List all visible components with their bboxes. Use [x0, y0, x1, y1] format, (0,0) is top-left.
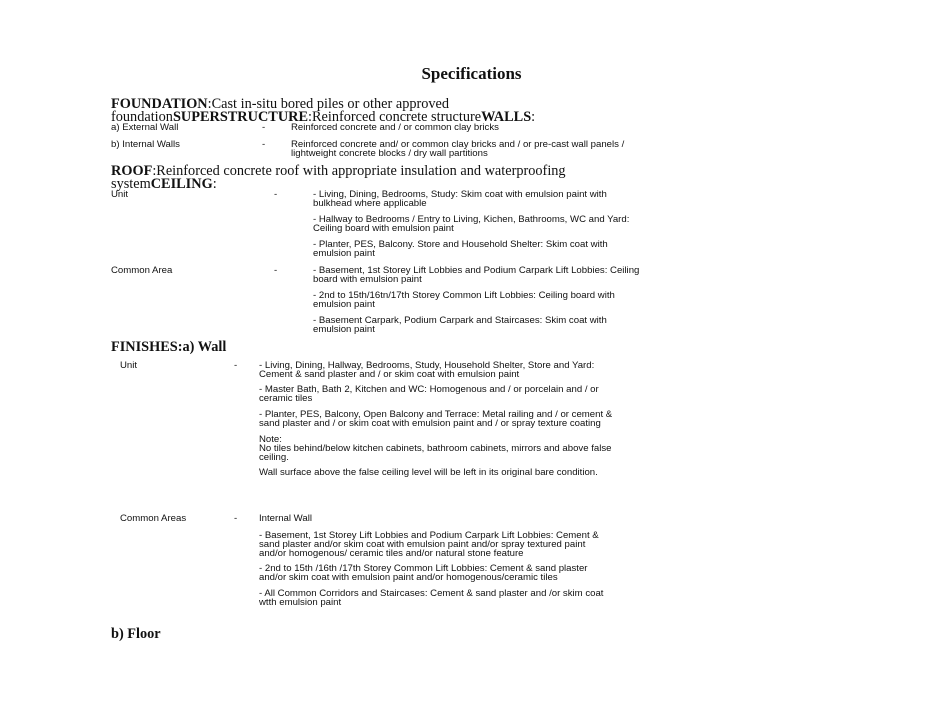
finishes-unit-item: - Master Bath, Bath 2, Kitchen and WC: Homogenous and / or porcelain and / or ceramic tiles [259, 384, 599, 404]
external-wall-dash: - [262, 122, 266, 133]
note-text: No tiles behind/below kitchen cabinets, bathroom cabinets, mirrors and above false [259, 443, 612, 454]
ceiling-unit-dash: - [274, 189, 278, 200]
ceiling-unit-label: Unit [111, 189, 129, 200]
foundation-text-cont: foundation [111, 108, 173, 125]
foundation-section [111, 98, 871, 123]
ceiling-common-dash: - [274, 265, 278, 276]
ceiling-unit-item: - Living, Dining, Bedrooms, Study: Skim coat with emulsion paint with bulkhead where applicable [313, 189, 607, 209]
internal-wall-dash: - [262, 139, 266, 150]
note-label: Note: [259, 434, 282, 445]
floor-heading: b) Floor [111, 626, 161, 642]
finishes-unit-item: - Living, Dining, Hallway, Bedrooms, Study, Household Shelter, Store and Yard: Cement & sand plaster and / or skim coat with emulsion paint [259, 360, 595, 380]
ceiling-common-label: Common Area [111, 265, 173, 276]
walls-heading: WALLS [481, 108, 532, 125]
finishes-common-item: - 2nd to 15th /16th /17th Storey Common Lift Lobbies: Cement & sand plaster and/or skim coat with emulsion paint and/or homogenous/ceramic tiles [259, 563, 588, 583]
finishes-common-label: Common Areas [120, 513, 187, 524]
internal-wall-line: lightweight concrete blocks / dry wall partitions [291, 148, 488, 159]
ceiling-unit-item: - Hallway to Bedrooms / Entry to Living, Kichen, Bathrooms, WC and Yard: Ceiling board with emulsion paint [313, 214, 630, 234]
superstructure-heading: SUPERSTRUCTURE [172, 108, 309, 125]
superstructure-text: :Reinforced concrete structure [308, 108, 482, 125]
walls-colon: : [531, 108, 536, 125]
ceiling-colon: : [212, 175, 217, 192]
roof-heading: ROOF [111, 163, 153, 179]
page-title: Specifications [421, 64, 522, 83]
finishes-common-item: - All Common Corridors and Staircases: Cement & sand plaster and /or skim coat wtth emulsion paint [259, 588, 604, 608]
internal-wall-label: b) Internal Walls [111, 139, 180, 150]
ceiling-common-item: - Basement, 1st Storey Lift Lobbies and Podium Carpark Lift Lobbies: Ceiling board with emulsion paint [313, 265, 640, 285]
finishes-heading: FINISHES:a) Wall [111, 339, 227, 355]
note-text: ceiling. [259, 452, 289, 463]
roof-text: :Reinforced concrete roof with appropriate insulation and waterproofing [152, 163, 566, 179]
finishes-unit-label: Unit [120, 360, 138, 371]
internal-wall-line: Reinforced concrete and/ or common clay bricks and / or pre-cast wall panels / [291, 139, 625, 150]
external-wall-label: a) External Wall [111, 122, 179, 133]
finishes-note [259, 435, 759, 462]
foundation-text: :Cast in-situ bored piles or other approved [207, 96, 450, 112]
finishes-unit-item: - Planter, PES, Balcony, Open Balcony and Terrace: Metal railing and / or cement & sand plaster and / or skim coat with emulsion paint and / or spray texture coating [259, 409, 613, 429]
foundation-heading: FOUNDATION [111, 96, 208, 112]
external-wall-text: Reinforced concrete and / or common clay bricks [291, 122, 499, 133]
roof-text-cont: system [111, 175, 151, 192]
ceiling-unit-item: - Planter, PES, Balcony. Store and Household Shelter: Skim coat with emulsion paint [313, 239, 608, 259]
ceiling-common-item: - 2nd to 15th/16tn/17th Storey Common Lift Lobbies: Ceiling board with emulsion paint [313, 290, 615, 310]
roof-section [111, 165, 871, 190]
internal-wall-text [291, 140, 791, 158]
ceiling-common-item: - Basement Carpark, Podium Carpark and Staircases: Skim coat with emulsion paint [313, 315, 607, 335]
finishes-unit-dash: - [234, 360, 238, 371]
finishes-common-item: - Basement, 1st Storey Lift Lobbies and Podium Carpark Lift Lobbies: Cement & sand plaster and/or skim coat with emulsion paint and/or spray textured paint and/or homogenous/ ceramic tiles and/or natural stone feature [259, 530, 599, 559]
ceiling-heading: CEILING [150, 175, 213, 192]
finishes-note-bare: Wall surface above the false ceiling level will be left in its original bare condition. [259, 467, 598, 478]
finishes-common-first: Internal Wall [259, 513, 312, 524]
finishes-common-dash: - [234, 513, 238, 524]
